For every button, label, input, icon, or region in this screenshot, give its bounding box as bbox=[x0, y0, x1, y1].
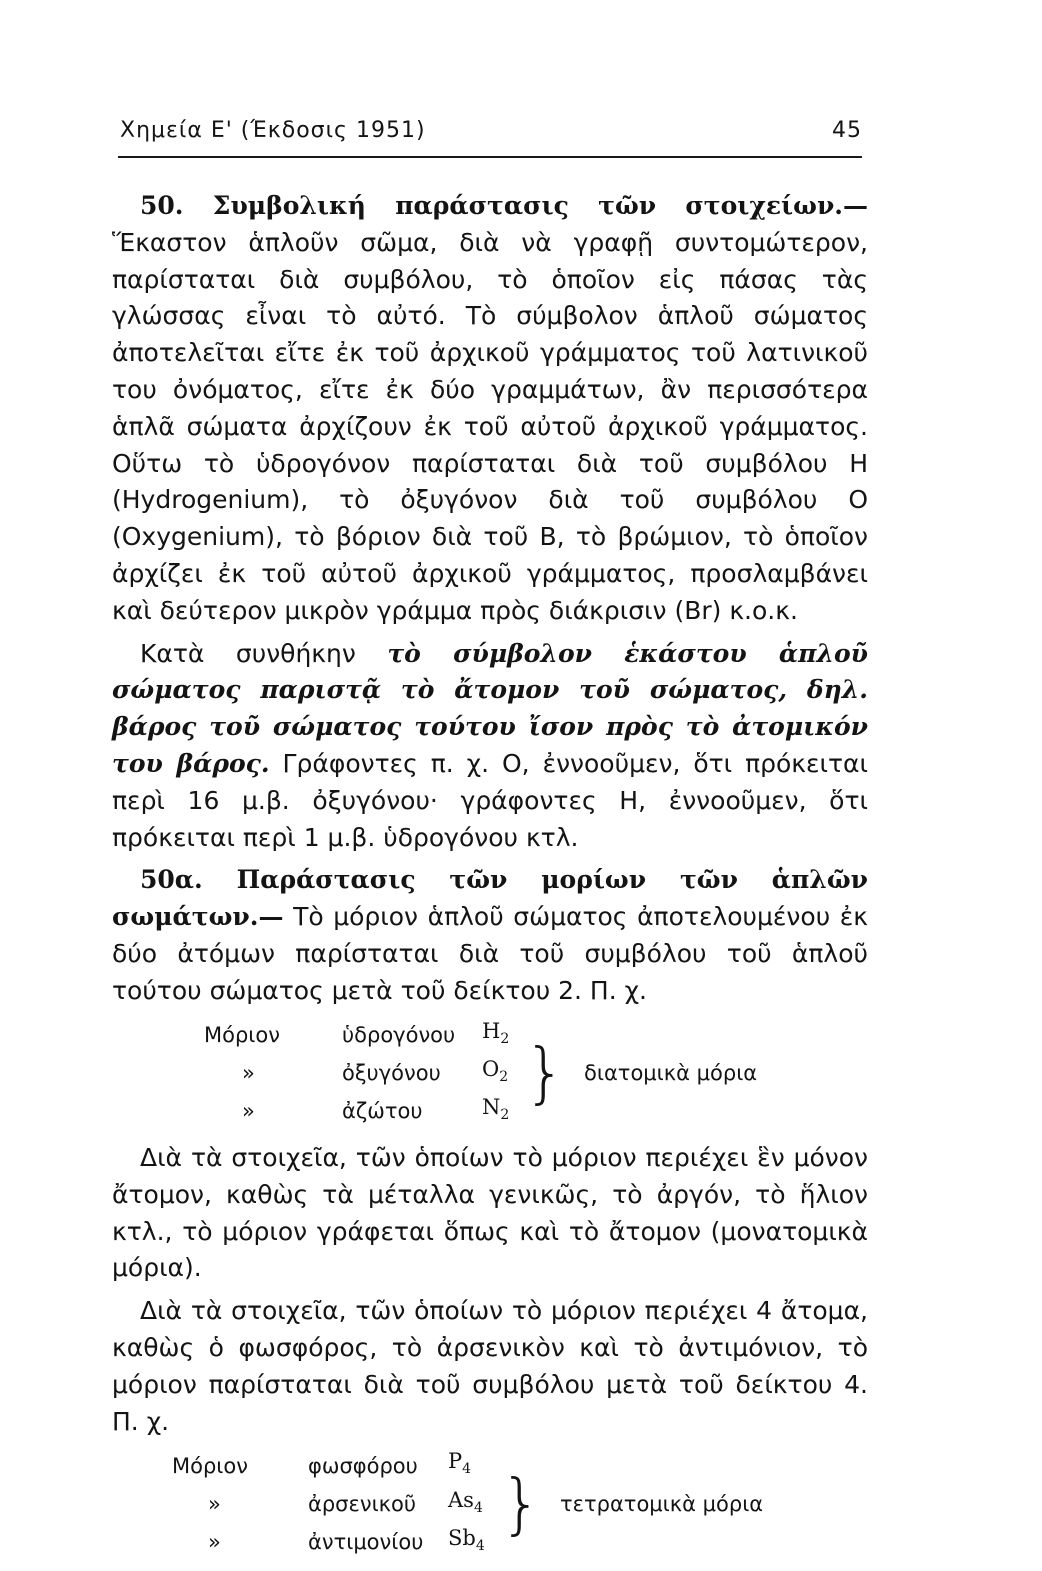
table-row bbox=[112, 1446, 763, 1484]
paragraph-section-50a bbox=[112, 862, 868, 1009]
element-name: ἀζώτου bbox=[342, 1099, 423, 1123]
paragraph-section-50 bbox=[112, 188, 868, 630]
element-name: φωσφόρου bbox=[308, 1453, 418, 1478]
element-name: ὀξυγόνου bbox=[342, 1060, 441, 1085]
row-prefix: » bbox=[208, 1529, 221, 1554]
page-body bbox=[112, 188, 868, 1571]
row-prefix: » bbox=[242, 1099, 255, 1123]
right-brace: } bbox=[500, 1464, 542, 1542]
tetratomic-label: τετρατομικὰ μόρια bbox=[560, 1491, 764, 1516]
diatomic-molecules-table bbox=[112, 1016, 757, 1131]
page-number: 45 bbox=[832, 118, 862, 143]
paragraph-monatomic: Διὰ τὰ στοιχεῖα, τῶν ὁποίων τὸ μόριον περιέχει ἓν μόνον ἄτομον, καθὼς τὰ μέταλλα γενικῶς, τὸ ἀργόν, τὸ ἥλιον κτλ., τὸ μόριον γράφεται ὅπως καὶ τὸ ἄτομον (μονατομικὰ μόρια). bbox=[112, 1143, 868, 1283]
section-50-heading: 50. Συμβολική παράστασις τῶν στοιχείων.— bbox=[140, 191, 868, 220]
diatomic-label: διατομικὰ μόρια bbox=[584, 1060, 758, 1085]
row-prefix: » bbox=[242, 1060, 255, 1085]
molecule-formula: $As_4$ bbox=[448, 1487, 483, 1516]
molecule-formula: $H_2$ bbox=[482, 1018, 510, 1047]
running-title: Χημεία Ε' (Έκδοσις 1951) bbox=[120, 118, 426, 143]
element-name: ἀρσενικοῦ bbox=[308, 1491, 417, 1516]
molecule-formula: $P_4$ bbox=[448, 1449, 472, 1478]
molecule-formula: $O_2$ bbox=[482, 1056, 509, 1085]
right-brace: } bbox=[524, 1033, 566, 1111]
page-header bbox=[120, 118, 862, 143]
molecule-formula: $Sb_4$ bbox=[448, 1525, 485, 1555]
row-prefix: » bbox=[208, 1491, 221, 1516]
header-rule bbox=[118, 156, 862, 158]
section-50-text: Ἕκαστον ἁπλοῦν σῶμα, διὰ νὰ γραφῇ συντομώτερον, παρίσταται διὰ συμβόλου, τὸ ὁποῖον εἰς πάσας τὰς γλώσσας εἶναι τὸ αὐτό. Τὸ σύμβολον ἁπλοῦ σώματος ἀποτελεῖται εἴτε ἐκ τοῦ ἀρχικοῦ γράμματος τοῦ λατινικοῦ του ὀνόματος, εἴτε ἐκ δύο γραμμάτων, ἂν περισσότερα ἁπλᾶ σώματα ἀρχίζουν ἐκ τοῦ αὐτοῦ ἀρχικοῦ γράμματος. Οὕτω τὸ ὑδρογόνον παρίσταται διὰ τοῦ συμβόλου H (Hydrogenium), τὸ ὀξυγόνον διὰ τοῦ συμβόλου O (Oxygenium), τὸ βόριον διὰ τοῦ B, τὸ βρώμιον, τὸ ὁποῖον ἀρχίζει ἐκ τοῦ αὐτοῦ ἀρχικοῦ γράμματος, προσλαμβάνει καὶ δεύτερον μικρὸν γράμμα πρὸς διάκρισιν (Br) κ.ο.κ. bbox=[112, 227, 868, 625]
molecule-formula: $N_2$ bbox=[482, 1094, 510, 1124]
section-50a-heading: 50α. Παράστασις τῶν μορίων τῶν ἁπλῶν σωμάτων.— bbox=[112, 865, 868, 932]
convention-lead: Κατὰ συνθήκην bbox=[140, 638, 356, 668]
row-prefix: Μόριον bbox=[172, 1453, 248, 1478]
paragraph-convention bbox=[112, 636, 868, 857]
paragraph-tetratomic: Διὰ τὰ στοιχεῖα, τῶν ὁποίων τὸ μόριον περιέχει 4 ἄτομα, καθὼς ὁ φωσφόρος, τὸ ἀρσενικὸν καὶ τὸ ἀντιμόνιον, τὸ μόριον παρίσταται διὰ τοῦ συμβόλου μετὰ τοῦ δείκτου 4. Π. χ. bbox=[112, 1296, 868, 1436]
tetratomic-molecules-table bbox=[112, 1446, 763, 1561]
row-prefix: Μόριον bbox=[204, 1022, 280, 1047]
element-name: ἀντιμονίου bbox=[308, 1529, 424, 1554]
convention-italic: τὸ σύμβολον ἑκάστου ἁπλοῦ σώματος παριστᾷ τὸ ἄτομον τοῦ σώματος, δηλ. βάρος τοῦ σώματος τούτου ἴσον πρὸς τὸ ἀτομικόν του βάρος. bbox=[112, 638, 869, 778]
table-row bbox=[112, 1016, 757, 1054]
element-name: ὑδρογόνου bbox=[342, 1022, 456, 1047]
section-50a-text: Τὸ μόριον ἁπλοῦ σώματος ἀποτελουμένου ἐκ δύο ἀτόμων παρίσταται διὰ τοῦ συμβόλου τοῦ ἁπλοῦ τούτου σώματος μετὰ τοῦ δείκτου 2. Π. χ. bbox=[112, 902, 869, 1005]
convention-rest: Γράφοντες π. χ. O, ἐννοοῦμεν, ὅτι πρόκειται περὶ 16 μ.β. ὀξυγόνου· γράφοντες H, ἐννοοῦμεν, ὅτι πρόκειται περὶ 1 μ.β. ὑδρογόνου κτλ. bbox=[112, 748, 868, 852]
